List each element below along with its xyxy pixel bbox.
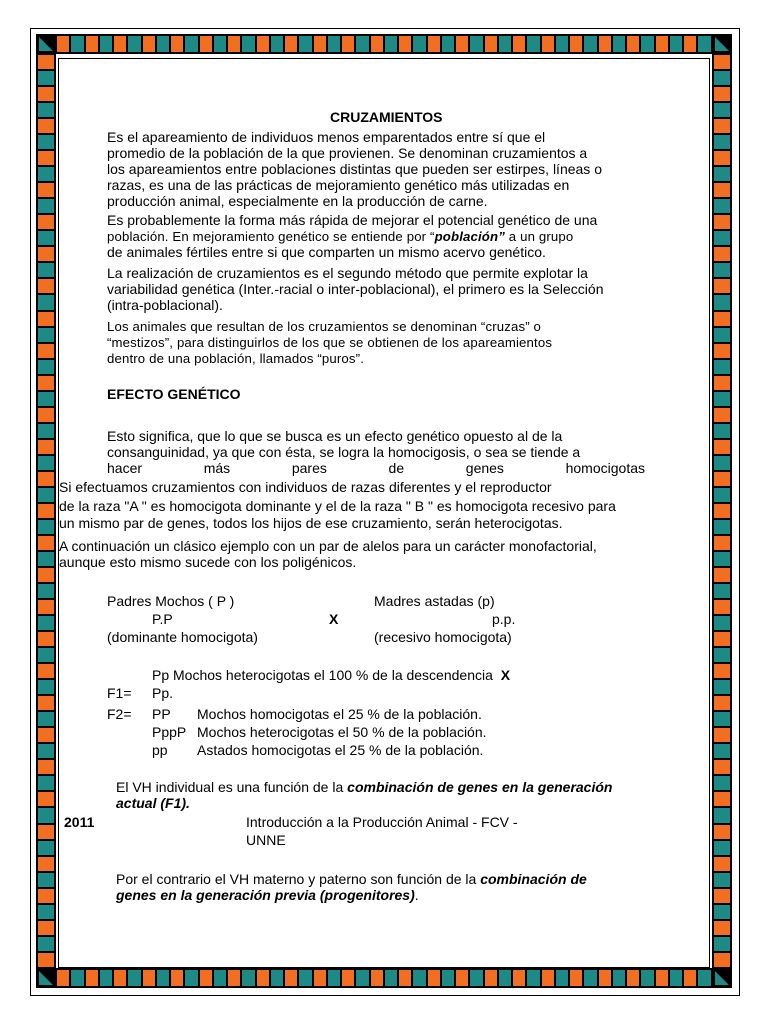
border-segment	[712, 872, 732, 888]
border-segment	[241, 968, 255, 988]
border-segment	[598, 34, 612, 54]
border-segment	[712, 86, 732, 102]
corner-accent	[39, 971, 53, 985]
corner-accent	[39, 37, 53, 51]
border-segment	[327, 968, 341, 988]
border-segment	[712, 936, 732, 952]
border-segment	[712, 150, 732, 166]
border-segment	[712, 904, 732, 920]
border-segment	[712, 327, 732, 343]
f2-genotype: pp	[152, 742, 168, 758]
text-line: los apareamientos entre poblaciones distintas que pueden ser estirpes, líneas o	[107, 161, 602, 177]
border-segment	[498, 968, 512, 988]
parents-title: Padres Mochos ( P )	[107, 593, 235, 609]
border-segment	[127, 968, 141, 988]
text-line: producción animal, especialmente en la producción de carne.	[107, 193, 488, 209]
border-segment	[683, 34, 697, 54]
border-segment	[36, 599, 56, 615]
border-segment	[712, 759, 732, 775]
text-line: Los animales que resultan de los cruzamientos se denominan “cruzas” o	[107, 319, 542, 334]
border-segment	[640, 968, 654, 988]
border-segment	[626, 34, 640, 54]
border-segment	[36, 102, 56, 118]
border-segment	[355, 968, 369, 988]
border-segment	[412, 34, 426, 54]
border-segment	[213, 968, 227, 988]
border-segment	[184, 34, 198, 54]
border-segment	[36, 824, 56, 840]
border-segment	[36, 936, 56, 952]
border-segment	[712, 134, 732, 150]
border-segment	[712, 118, 732, 134]
border-segment	[70, 34, 84, 54]
border-segment	[113, 34, 127, 54]
footer-course: Introducción a la Producción Animal - FCV -	[246, 814, 518, 830]
border-segment	[298, 968, 312, 988]
border-segment	[36, 856, 56, 872]
border-segment	[697, 34, 711, 54]
text-line: de la raza "A " es homocigota dominante y el de la raza " B " es homocigota recesivo para	[59, 498, 616, 514]
border-segment	[626, 968, 640, 988]
border-segment	[36, 904, 56, 920]
border-segment	[36, 695, 56, 711]
border-segment	[36, 888, 56, 904]
border-segment	[455, 968, 469, 988]
border-segment	[712, 54, 732, 70]
border-segment	[712, 246, 732, 262]
border-segment	[227, 968, 241, 988]
text-line: Si efectuamos cruzamientos con individuos de razas diferentes y el reproductor	[59, 479, 552, 495]
page-title: CRUZAMIENTOS	[330, 109, 443, 125]
border-segment	[256, 968, 270, 988]
border-segment	[36, 391, 56, 407]
border-segment	[712, 615, 732, 631]
border-segment	[36, 343, 56, 359]
border-segment	[36, 519, 56, 535]
parents-description: (dominante homocigota)	[107, 629, 258, 645]
border-segment	[36, 872, 56, 888]
border-segment	[526, 968, 540, 988]
corner-bottom-right	[712, 968, 732, 988]
border-segment	[712, 727, 732, 743]
border-segment	[85, 34, 99, 54]
border-segment	[156, 968, 170, 988]
border-segment	[712, 551, 732, 567]
border-segment	[36, 54, 56, 70]
border-segment	[36, 166, 56, 182]
corner-top-right	[712, 34, 732, 54]
border-segment	[712, 824, 732, 840]
border-segment	[36, 631, 56, 647]
border-segment	[712, 631, 732, 647]
border-segment	[36, 262, 56, 278]
border-segment	[712, 840, 732, 856]
border-segment	[712, 471, 732, 487]
border-segment	[199, 34, 213, 54]
border-segment	[36, 615, 56, 631]
border-segment	[70, 968, 84, 988]
border-segment	[36, 952, 56, 968]
descendants-line: Pp Mochos heterocigotas el 100 % de la descendencia X	[152, 667, 511, 683]
border-segment	[712, 166, 732, 182]
mothers-genotype: p.p.	[492, 611, 516, 627]
border-segment	[36, 743, 56, 759]
text-line: consanguinidad, ya que con ésta, se logra la homocigosis, o sea se tiende a	[107, 444, 581, 460]
border-segment	[712, 407, 732, 423]
border-segment	[36, 679, 56, 695]
border-segment	[498, 34, 512, 54]
text-line: Por el contrario el VH materno y paterno son función de la combinación de	[116, 871, 587, 887]
word: más	[203, 460, 231, 476]
word: de	[388, 460, 405, 476]
border-segment	[241, 34, 255, 54]
border-segment	[142, 968, 156, 988]
border-bottom	[56, 968, 712, 988]
border-segment	[36, 294, 56, 310]
border-segment	[36, 727, 56, 743]
border-segment	[712, 920, 732, 936]
border-segment	[36, 551, 56, 567]
text-line: de animales fértiles entre si que comparten un mismo acervo genético.	[107, 244, 546, 260]
border-segment	[270, 34, 284, 54]
border-segment	[712, 262, 732, 278]
text-line: Es probablemente la forma más rápida de mejorar el potencial genético de una	[107, 212, 598, 228]
border-segment	[256, 34, 270, 54]
f2-description: Astados homocigotas el 25 % de la población.	[197, 742, 484, 758]
border-segment	[427, 34, 441, 54]
border-segment	[712, 230, 732, 246]
f2-description: Mochos homocigotas el 25 % de la población.	[197, 706, 482, 722]
f1-value: Pp.	[152, 685, 174, 701]
border-segment	[455, 34, 469, 54]
border-segment	[36, 535, 56, 551]
border-segment	[36, 775, 56, 791]
border-segment	[555, 968, 569, 988]
f2-description: Mochos heterocigotas el 50 % de la población.	[197, 724, 487, 740]
border-segment	[36, 471, 56, 487]
border-segment	[712, 775, 732, 791]
border-segment	[36, 487, 56, 503]
border-segment	[36, 663, 56, 679]
border-segment	[712, 455, 732, 471]
border-segment	[184, 968, 198, 988]
border-segment	[370, 968, 384, 988]
border-segment	[712, 102, 732, 118]
border-segment	[142, 34, 156, 54]
border-segment	[36, 70, 56, 86]
border-segment	[683, 968, 697, 988]
border-segment	[36, 791, 56, 807]
footer-year: 2011	[64, 814, 95, 830]
border-segment	[441, 34, 455, 54]
border-segment	[712, 503, 732, 519]
text-line: promedio de la población de la que provienen. Se denominan cruzamientos a	[107, 145, 588, 161]
border-segment	[712, 359, 732, 375]
border-segment	[484, 34, 498, 54]
border-segment	[370, 34, 384, 54]
word: hacer	[107, 460, 143, 476]
border-segment	[712, 647, 732, 663]
border-segment	[712, 663, 732, 679]
border-segment	[36, 327, 56, 343]
f1-label: F1=	[107, 685, 132, 701]
word: homocigotas	[565, 460, 645, 476]
border-segment	[598, 968, 612, 988]
border-segment	[313, 34, 327, 54]
border-segment	[213, 34, 227, 54]
border-segment	[712, 391, 732, 407]
border-segment	[355, 34, 369, 54]
text-line: actual (F1).	[116, 795, 190, 811]
border-segment	[36, 86, 56, 102]
text-line: Es el apareamiento de individuos menos emparentados entre sí que el	[107, 129, 546, 145]
border-segment	[469, 968, 483, 988]
border-segment	[712, 856, 732, 872]
border-segment	[555, 34, 569, 54]
word: genes	[465, 460, 504, 476]
border-segment	[484, 968, 498, 988]
border-segment	[712, 487, 732, 503]
border-segment	[36, 423, 56, 439]
border-segment	[712, 311, 732, 327]
border-top	[56, 34, 712, 54]
border-segment	[712, 294, 732, 310]
border-segment	[583, 34, 597, 54]
border-segment	[36, 407, 56, 423]
border-segment	[512, 968, 526, 988]
border-segment	[655, 34, 669, 54]
section-heading: EFECTO GENÉTICO	[107, 386, 241, 402]
border-segment	[85, 968, 99, 988]
border-segment	[170, 34, 184, 54]
text-line: A continuación un clásico ejemplo con un par de alelos para un carácter monofactorial,	[59, 538, 597, 554]
border-segment	[384, 34, 398, 54]
border-segment	[712, 423, 732, 439]
border-segment	[541, 968, 555, 988]
text-line-justified	[107, 461, 645, 476]
border-segment	[99, 968, 113, 988]
border-segment	[712, 70, 732, 86]
border-segment	[541, 34, 555, 54]
border-segment	[669, 968, 683, 988]
border-segment	[36, 118, 56, 134]
border-segment	[712, 743, 732, 759]
word: pares	[291, 460, 327, 476]
text-line: (intra-poblacional).	[107, 297, 223, 313]
border-segment	[327, 34, 341, 54]
text-line: dentro de una población, llamados “puros”.	[107, 351, 365, 366]
border-segment	[199, 968, 213, 988]
border-segment	[36, 455, 56, 471]
border-segment	[113, 968, 127, 988]
border-segment	[227, 34, 241, 54]
border-segment	[36, 375, 56, 391]
border-segment	[36, 198, 56, 214]
border-segment	[526, 34, 540, 54]
border-segment	[712, 182, 732, 198]
cross-symbol: X	[329, 611, 339, 627]
border-segment	[384, 968, 398, 988]
border-segment	[712, 791, 732, 807]
border-segment	[36, 246, 56, 262]
border-segment	[398, 34, 412, 54]
border-segment	[341, 968, 355, 988]
border-segment	[712, 583, 732, 599]
text-line: Esto significa, que lo que se busca es un efecto genético opuesto al de la	[107, 428, 563, 444]
border-segment	[712, 519, 732, 535]
border-segment	[640, 34, 654, 54]
border-segment	[36, 840, 56, 856]
border-segment	[655, 968, 669, 988]
border-segment	[170, 968, 184, 988]
border-segment	[697, 968, 711, 988]
border-segment	[712, 375, 732, 391]
border-segment	[712, 198, 732, 214]
border-segment	[36, 439, 56, 455]
text-line: El VH individual es una función de la combinación de genes en la generación	[116, 779, 613, 795]
border-segment	[36, 920, 56, 936]
border-segment	[712, 695, 732, 711]
border-segment	[99, 34, 113, 54]
border-segment	[612, 968, 626, 988]
border-segment	[669, 34, 683, 54]
border-segment	[36, 359, 56, 375]
text-line: La realización de cruzamientos es el segundo método que permite explotar la	[107, 265, 588, 281]
border-segment	[313, 968, 327, 988]
border-segment	[36, 807, 56, 823]
border-segment	[569, 968, 583, 988]
border-segment	[36, 647, 56, 663]
border-segment	[712, 214, 732, 230]
border-segment	[712, 952, 732, 968]
border-segment	[36, 583, 56, 599]
border-segment	[712, 679, 732, 695]
border-segment	[56, 968, 70, 988]
border-segment	[712, 807, 732, 823]
border-segment	[36, 711, 56, 727]
border-segment	[583, 968, 597, 988]
border-segment	[412, 968, 426, 988]
f2-genotype: PppP	[152, 724, 187, 740]
border-segment	[36, 182, 56, 198]
border-segment	[270, 968, 284, 988]
corner-accent	[715, 971, 729, 985]
border-segment	[36, 134, 56, 150]
border-segment	[36, 759, 56, 775]
text-line: razas, es una de las prácticas de mejoramiento genético más utilizadas en	[107, 177, 570, 193]
border-segment	[398, 968, 412, 988]
border-segment	[469, 34, 483, 54]
mothers-title: Madres astadas (p)	[374, 593, 495, 609]
border-segment	[36, 278, 56, 294]
border-left	[36, 54, 56, 968]
border-segment	[441, 968, 455, 988]
border-segment	[36, 214, 56, 230]
border-segment	[36, 311, 56, 327]
border-segment	[712, 278, 732, 294]
parents-genotype: P.P	[152, 611, 173, 627]
text-line: variabilidad genética (Inter.-racial o inter-poblacional), el primero es la Selección	[107, 281, 604, 297]
text-line: población. En mejoramiento genético se entiende por “población” a un grupo	[107, 229, 574, 244]
corner-bottom-left	[36, 968, 56, 988]
border-segment	[284, 34, 298, 54]
text-line: genes en la generación previa (progenitores).	[116, 887, 419, 903]
border-segment	[712, 439, 732, 455]
border-segment	[36, 567, 56, 583]
corner-accent	[715, 37, 729, 51]
border-segment	[512, 34, 526, 54]
border-segment	[712, 711, 732, 727]
border-segment	[156, 34, 170, 54]
border-segment	[341, 34, 355, 54]
border-segment	[56, 34, 70, 54]
border-segment	[36, 230, 56, 246]
border-segment	[284, 968, 298, 988]
mothers-description: (recesivo homocigota)	[374, 629, 512, 645]
border-right	[712, 54, 732, 968]
border-segment	[127, 34, 141, 54]
border-segment	[712, 888, 732, 904]
f2-genotype: PP	[152, 706, 171, 722]
border-segment	[712, 567, 732, 583]
border-segment	[36, 503, 56, 519]
border-segment	[36, 150, 56, 166]
footer-institution: UNNE	[246, 832, 286, 848]
text-line: aunque esto mismo sucede con los poligénicos.	[59, 554, 357, 570]
text-line: “mestizos”, para distinguirlos de los que se obtienen de los apareamientos	[107, 335, 553, 350]
f2-label: F2=	[107, 706, 132, 722]
corner-top-left	[36, 34, 56, 54]
text-line: un mismo par de genes, todos los hijos de ese cruzamiento, serán heterocigotas.	[59, 515, 563, 531]
border-segment	[612, 34, 626, 54]
border-segment	[712, 599, 732, 615]
border-segment	[712, 343, 732, 359]
border-segment	[569, 34, 583, 54]
border-segment	[427, 968, 441, 988]
border-segment	[712, 535, 732, 551]
border-segment	[298, 34, 312, 54]
